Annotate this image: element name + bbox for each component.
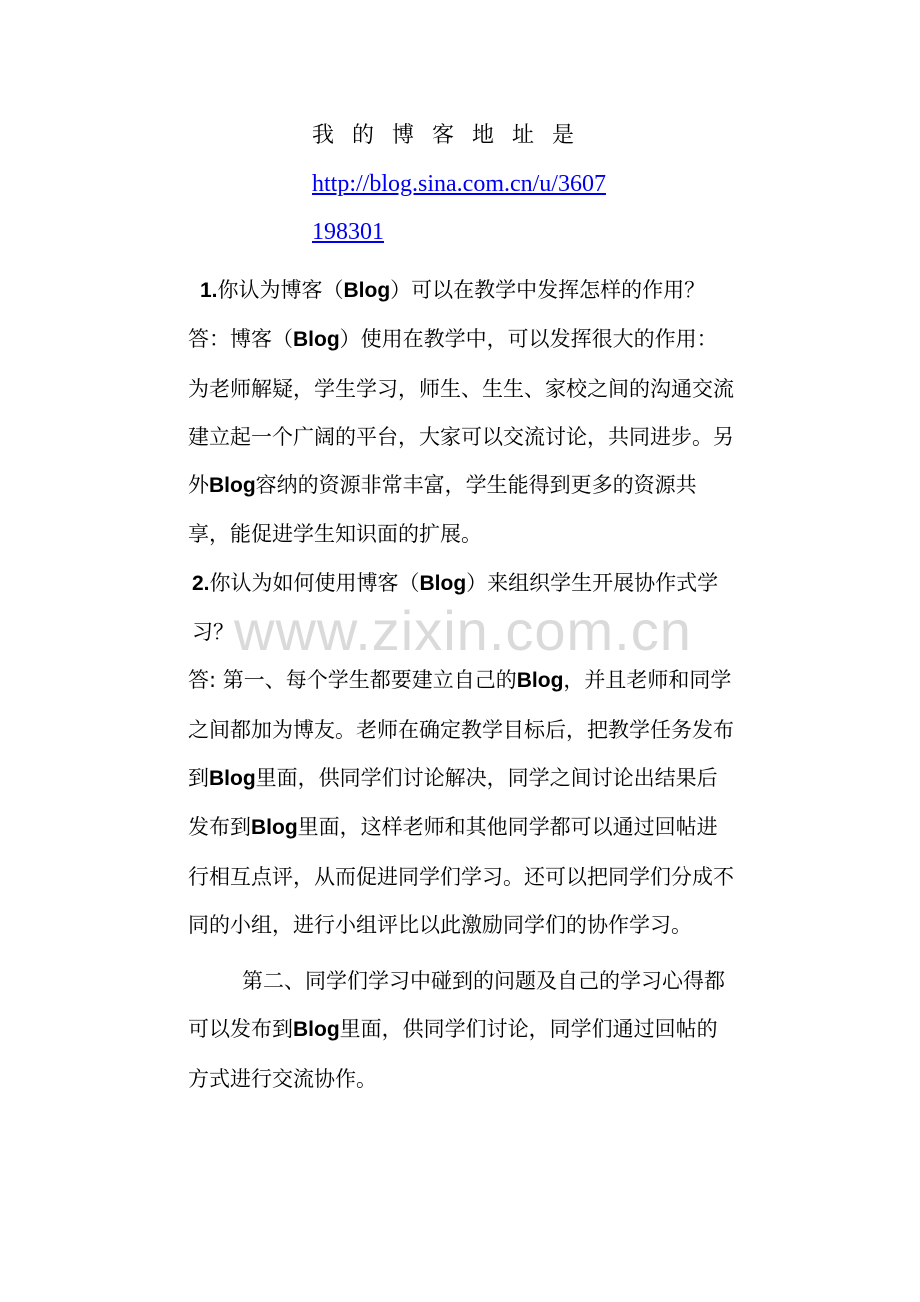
- answer-2-p1-blog-1: Blog: [516, 669, 564, 693]
- question-2-text-a: 你认为如何使用博客（: [209, 570, 420, 595]
- answer-2-p1-text-a: 答: 第一、每个学生都要建立自己的: [188, 668, 517, 693]
- answer-1-text-a: 答：博客（: [188, 327, 293, 352]
- answer-2-p2-text-a: 第二、同学们学习中碰到的问题及自己的学习心得都可以发布到: [188, 969, 725, 1042]
- blog-address-link[interactable]: http://blog.sina.com.cn/u/3607198301: [312, 171, 606, 245]
- blog-address-label: 我的博客地址是: [312, 123, 593, 148]
- answer-2-p1-blog-2: Blog: [209, 766, 256, 790]
- question-2: [188, 559, 736, 657]
- answer-2-p1-text-b: ，并且老师和同学之间都加为博友。老师在确定教学目标后，把教学任务发布到: [188, 668, 734, 790]
- answer-2-p2-text-b: 里面，供同学们讨论，同学们通过回帖的方式进行交流协作。: [188, 1017, 718, 1091]
- answer-2-p1-text-c: 里面，供同学们讨论解决，同学之间讨论出结果后发布到: [188, 765, 718, 840]
- question-2-blog: Blog: [419, 571, 467, 595]
- answer-1-blog-1: Blog: [293, 328, 340, 352]
- answer-2-p1-blog-3: Blog: [251, 816, 298, 840]
- document-body: [188, 266, 736, 1103]
- question-1-number: 1.: [200, 279, 218, 302]
- question-1-text-b: ）可以在教学中发挥怎样的作用？: [390, 278, 706, 302]
- question-1-text-a: 你认为博客（: [217, 278, 344, 302]
- answer-2-paragraph-1: [188, 656, 736, 949]
- answer-1-blog-2: Blog: [209, 474, 256, 498]
- answer-1: [188, 315, 736, 558]
- answer-1-text-b: ）使用在教学中，可以发挥很大的作用：为老师解疑，学生学习，师生、生生、家校之间的沟通交流建立起一个广阔的平台，大家可以交流讨论，共同进步。另外: [188, 327, 734, 498]
- question-1-blog: Blog: [343, 279, 391, 302]
- watermark: www.zixin.com.cn: [234, 599, 692, 662]
- question-1: [188, 266, 736, 315]
- answer-1-text-c: 容纳的资源非常丰富，学生能得到更多的资源共享，能促进学生知识面的扩展。: [188, 473, 697, 547]
- answer-2-p2-blog: Blog: [293, 1018, 340, 1042]
- answer-2-p1-text-d: 里面，这样老师和其他同学都可以通过回帖进行相互点评，从而促进同学们学习。还可以把同学们分成不同的小组，进行小组评比以此激励同学们的协作学习。: [188, 815, 734, 937]
- question-2-text-b: ）来组织学生开展协作式学习？: [192, 570, 719, 645]
- blog-address-block: [312, 112, 612, 256]
- answer-2-paragraph-2: [188, 957, 736, 1103]
- question-2-number: 2.: [192, 571, 210, 595]
